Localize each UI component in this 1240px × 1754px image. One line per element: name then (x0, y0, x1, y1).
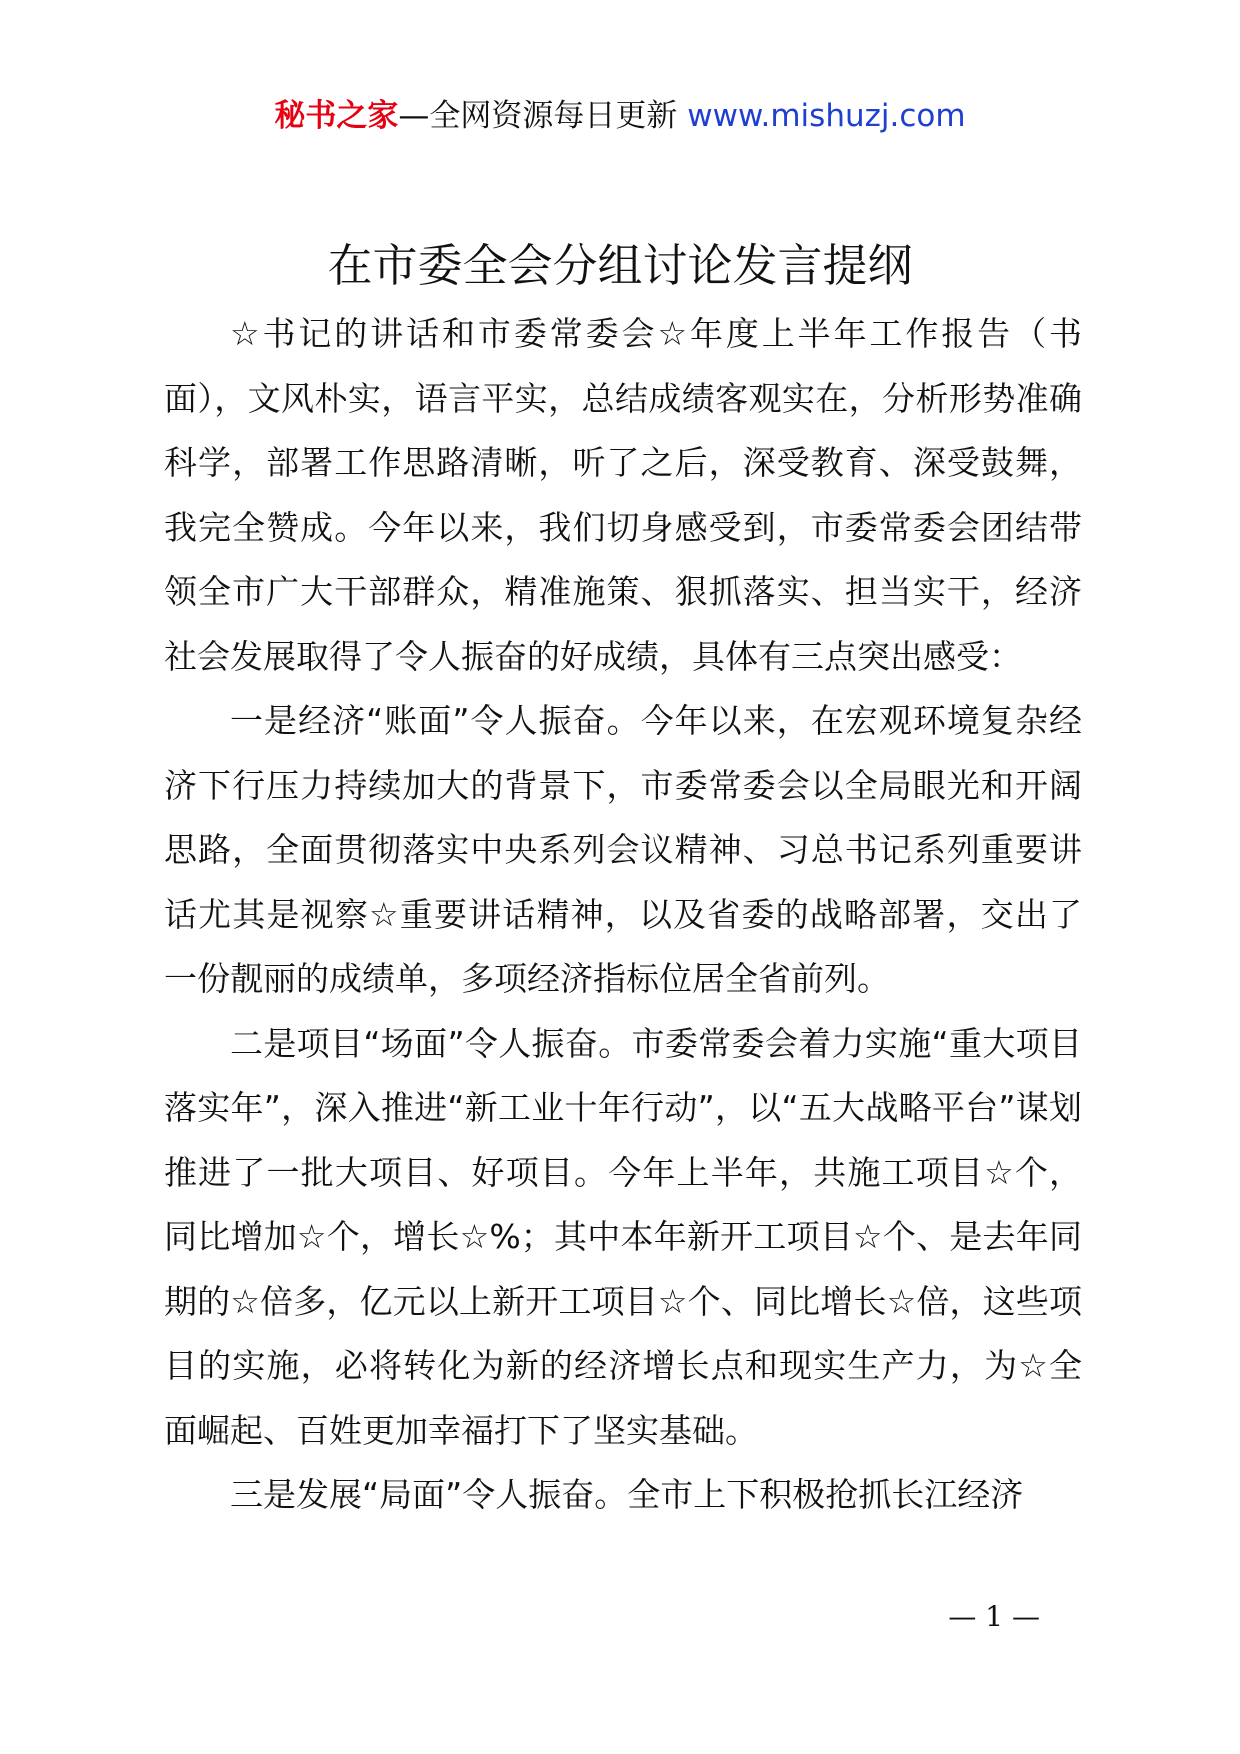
page-number: — 1 — (948, 1600, 1040, 1633)
document-body (164, 302, 1082, 1528)
site-header (0, 96, 1240, 136)
paragraph-intro: ☆书记的讲话和市委常委会☆年度上半年工作报告（书面），文风朴实，语言平实，总结成绩客观实在，分析形势准确科学，部署工作思路清晰，听了之后，深受教育、深受鼓舞，我完全赞成。今年以来，我们切身感受到，市委常委会团结带领全市广大干部群众，精准施策、狠抓落实、担当实干，经济社会发展取得了令人振奋的好成绩，具体有三点突出感受： (164, 314, 1082, 676)
paragraph-economy: 一是经济“账面”令人振奋。今年以来，在宏观环境复杂经济下行压力持续加大的背景下，市委常委会以全局眼光和开阔思路，全面贯彻落实中央系列会议精神、习总书记系列重要讲话尤其是视察☆重要讲话精神，以及省委的战略部署，交出了一份靓丽的成绩单，多项经济指标位居全省前列。 (164, 701, 1082, 998)
paragraph-projects: 二是项目“场面”令人振奋。市委常委会着力实施“重大项目落实年”，深入推进“新工业十年行动”，以“五大战略平台”谋划推进了一批大项目、好项目。今年上半年，共施工项目☆个，同比增加☆个，增长☆%；其中本年新开工项目☆个、是去年同期的☆倍多，亿元以上新开工项目☆个、同比增长☆倍，这些项目的实施，必将转化为新的经济增长点和现实生产力，为☆全面崛起、百姓更加幸福打下了坚实基础。 (164, 1023, 1082, 1450)
site-url-link[interactable]: www.mishuzj.com (687, 98, 966, 134)
site-slogan: —全网资源每日更新 (398, 98, 688, 134)
document-title: 在市委全会分组讨论发言提纲 (327, 239, 913, 292)
paragraph-development: 三是发展“局面”令人振奋。全市上下积极抢抓长江经济 (230, 1475, 1024, 1514)
site-brand: 秘书之家 (274, 98, 399, 134)
